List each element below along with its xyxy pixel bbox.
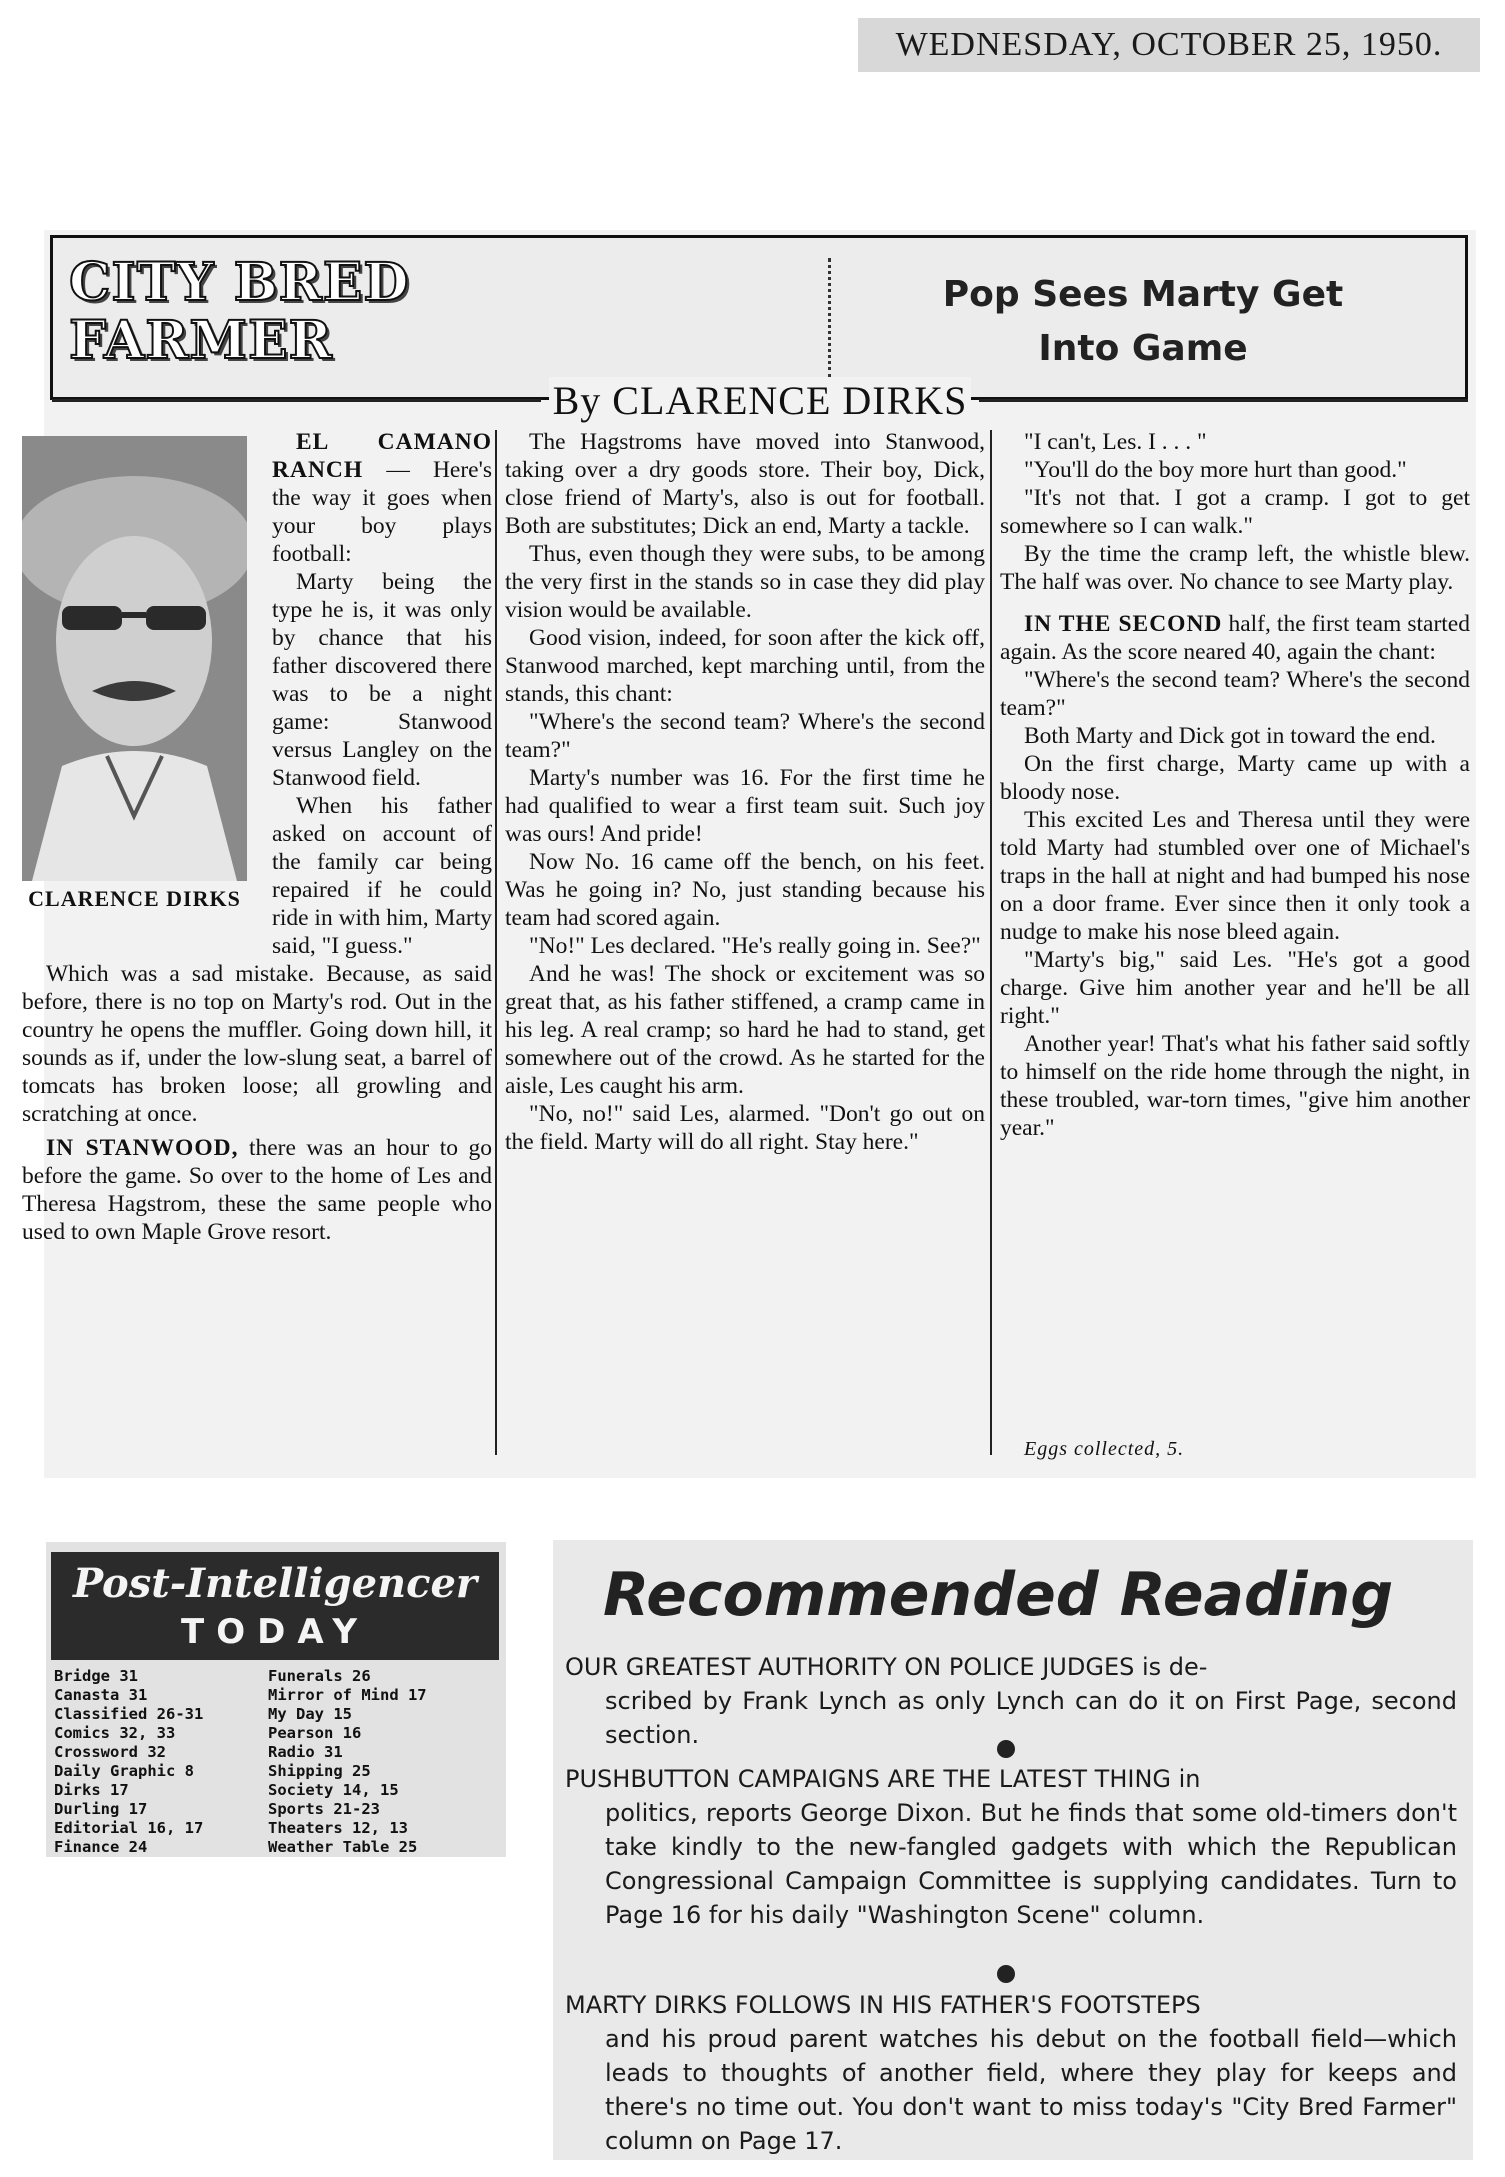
col1-para-2: Marty being the type he is, it was only by chance that his father discovered there was to be a night game: Stanwood versus Langley on the Stanwood field. (272, 569, 492, 791)
column-footnote: Eggs collected, 5. (1024, 1438, 1185, 1460)
col2-para-5: Marty's number was 16. For the first time he had qualified to wear a first team suit. Such joy was ours! And pride! (505, 765, 985, 847)
article-column-2 (505, 428, 985, 1156)
bullet-icon (997, 1965, 1015, 1983)
item-body: scribed by Frank Lynch as only Lynch can do it on First Page, second section. (605, 1687, 1457, 1749)
portrait-illustration (22, 436, 247, 881)
index-entry: Editorial 16, 17 (54, 1819, 204, 1837)
col1-para-5 (22, 1134, 492, 1246)
col3-para-3: "It's not that. I got a cramp. I got to get somewhere so I can walk." (1000, 485, 1470, 539)
para-lead: IN STANWOOD, (46, 1135, 239, 1161)
recommended-item-3 (565, 1988, 1457, 2158)
col3-para-7: Both Marty and Dick got in toward the end. (1024, 723, 1436, 749)
col3-para-6: "Where's the second team? Where's the second team?" (1000, 667, 1470, 721)
index-entry: Mirror of Mind 17 (268, 1686, 427, 1704)
item-headline: MARTY DIRKS FOLLOWS IN HIS FATHER'S FOOTSTEPS (565, 1991, 1201, 2019)
col2-para-3: Good vision, indeed, for soon after the kick off, Stanwood marched, kept marching until, from the stands, this chant: (505, 625, 985, 707)
column-subtitle: Pop Sees Marty Get Into Game (942, 274, 1344, 369)
col1-para-3: When his father asked on account of the family car being repaired if he could ride in with him, Marty said, "I guess." (272, 793, 492, 959)
recommended-item-2 (565, 1762, 1457, 1932)
column-rule-1 (495, 430, 497, 1455)
index-entry: Radio 31 (268, 1743, 343, 1761)
pi-masthead (51, 1552, 499, 1660)
para-text: — Here's the way it goes when your boy plays football: (272, 457, 492, 567)
index-entry: Finance 24 (54, 1838, 148, 1856)
index-entry: My Day 15 (268, 1705, 352, 1723)
col2-para-6: Now No. 16 came off the bench, on his feet. Was he going in? No, just standing because his team had scored again. (505, 849, 985, 931)
para-text: half, the first team started again. As the score neared 40, again the chant: (1000, 611, 1470, 665)
pi-masthead-title: Post-Intelligencer (73, 1560, 477, 1607)
newspaper-date: WEDNESDAY, OCTOBER 25, 1950. (858, 18, 1480, 72)
header-divider (828, 258, 831, 378)
col2-para-7: "No!" Les declared. "He's really going in. See?" (529, 933, 981, 959)
col2-para-2: Thus, even though they were subs, to be among the very first in the stands so in case they did play vision would be available. (505, 541, 985, 623)
index-entry: Theaters 12, 13 (268, 1819, 408, 1837)
article-column-3 (1000, 428, 1470, 1142)
bullet-icon (997, 1740, 1015, 1758)
column-title: CITY BRED FARMER (69, 252, 410, 371)
index-entry: Crossword 32 (54, 1743, 166, 1761)
index-entry: Daily Graphic 8 (54, 1762, 194, 1780)
col2-para-4: "Where's the second team? Where's the second team?" (505, 709, 985, 763)
para-text: there was an hour to go before the game. So over to the home of Les and Theresa Hagstrom, these the same people who used to own Maple Grove resort. (22, 1135, 492, 1245)
author-portrait-image (22, 436, 247, 881)
col2-para-1: The Hagstroms have moved into Stanwood, taking over a dry goods store. Their boy, Dick, close friend of Marty's, also is out for football. Both are substitutes; Dick an end, Marty a tackle. (505, 429, 985, 539)
col3-para-4: By the time the cramp left, the whistle blew. The half was over. No chance to see Marty play. (1000, 541, 1470, 595)
byline-text: By CLARENCE DIRKS (549, 377, 972, 424)
index-entry: Sports 21-23 (268, 1800, 380, 1818)
para-lead: EL CAMANO RANCH (272, 429, 492, 483)
pi-today-index (46, 1542, 506, 1857)
col3-para-8: On the first charge, Marty came up with a bloody nose. (1000, 751, 1470, 805)
index-entry: Funerals 26 (268, 1667, 371, 1685)
index-entry: Society 14, 15 (268, 1781, 399, 1799)
item-headline: PUSHBUTTON CAMPAIGNS ARE THE LATEST THING in (565, 1765, 1201, 1793)
column-rule-2 (990, 430, 992, 1455)
item-headline: OUR GREATEST AUTHORITY ON POLICE JUDGES is de- (565, 1653, 1208, 1681)
index-entry: Dirks 17 (54, 1781, 129, 1799)
item-body: and his proud parent watches his debut on the football field—which leads to thoughts of another field, where they play for keeps and there's no time out. You don't want to miss today's "City Bred Farmer" column on Page 17. (605, 2025, 1457, 2155)
col3-para-11: Another year! That's what his father said softly to himself on the ride home through the night, in these troubled, war-torn times, "give him another year." (1000, 1031, 1470, 1141)
index-entry: Weather Table 25 (268, 1838, 418, 1856)
pi-index-left (54, 1667, 203, 1857)
photo-caption: CLARENCE DIRKS (28, 886, 241, 911)
col3-para-1: "I can't, Les. I . . . " (1024, 429, 1207, 455)
pi-index-right (268, 1667, 427, 1857)
col2-para-8: And he was! The shock or excitement was so great that, as his father stiffened, a cramp came in his leg. A real cramp; so hard he had to stand, get somewhere out of the crowd. As he started for the aisle, Les caught his arm. (505, 961, 985, 1099)
col3-para-5 (1000, 610, 1470, 666)
index-entry: Shipping 25 (268, 1762, 371, 1780)
author-photo (22, 436, 260, 956)
para-lead: IN THE SECOND (1024, 611, 1223, 637)
col3-para-9: This excited Les and Theresa until they were told Marty had stumbled over one of Michael's traps in the hall at night and had bumped his nose on a door frame. Ever since then it only took a nudge to make his nose bleed again. (1000, 807, 1470, 945)
pi-masthead-today: TODAY (181, 1612, 369, 1652)
recommended-title: Recommended Reading (603, 1560, 1394, 1630)
index-entry: Durling 17 (54, 1800, 148, 1818)
col3-para-2: "You'll do the boy more hurt than good." (1024, 457, 1407, 483)
index-entry: Classified 26-31 (54, 1705, 204, 1723)
item-body: politics, reports George Dixon. But he finds that some old-timers don't take kindly to the new-fangled gadgets with which the Republican Congressional Campaign Committee is supplying candidates. Turn to Page 16 for his daily "Washington Scene" column. (605, 1799, 1457, 1929)
index-entry: Pearson 16 (268, 1724, 362, 1742)
article-column-1 (22, 428, 492, 1246)
recommended-item-1 (565, 1650, 1457, 1752)
col2-para-9: "No, no!" said Les, alarmed. "Don't go out on the field. Marty will do all right. Stay here." (505, 1101, 985, 1155)
index-entry: Comics 32, 33 (54, 1724, 176, 1742)
index-entry: Canasta 31 (54, 1686, 148, 1704)
col3-para-10: "Marty's big," said Les. "He's got a good charge. Give him another year and he'll be all right." (1000, 947, 1470, 1029)
recommended-reading (553, 1540, 1473, 2160)
byline (44, 370, 1476, 430)
col1-para-4: Which was a sad mistake. Because, as said before, there is no top on Marty's rod. Out in the country he opens the muffler. Going down hill, it sounds as if, under the low-slung seat, a barrel of tomcats has broken loose; all growling and scratching at once. (22, 961, 492, 1127)
index-entry: Bridge 31 (54, 1667, 138, 1685)
